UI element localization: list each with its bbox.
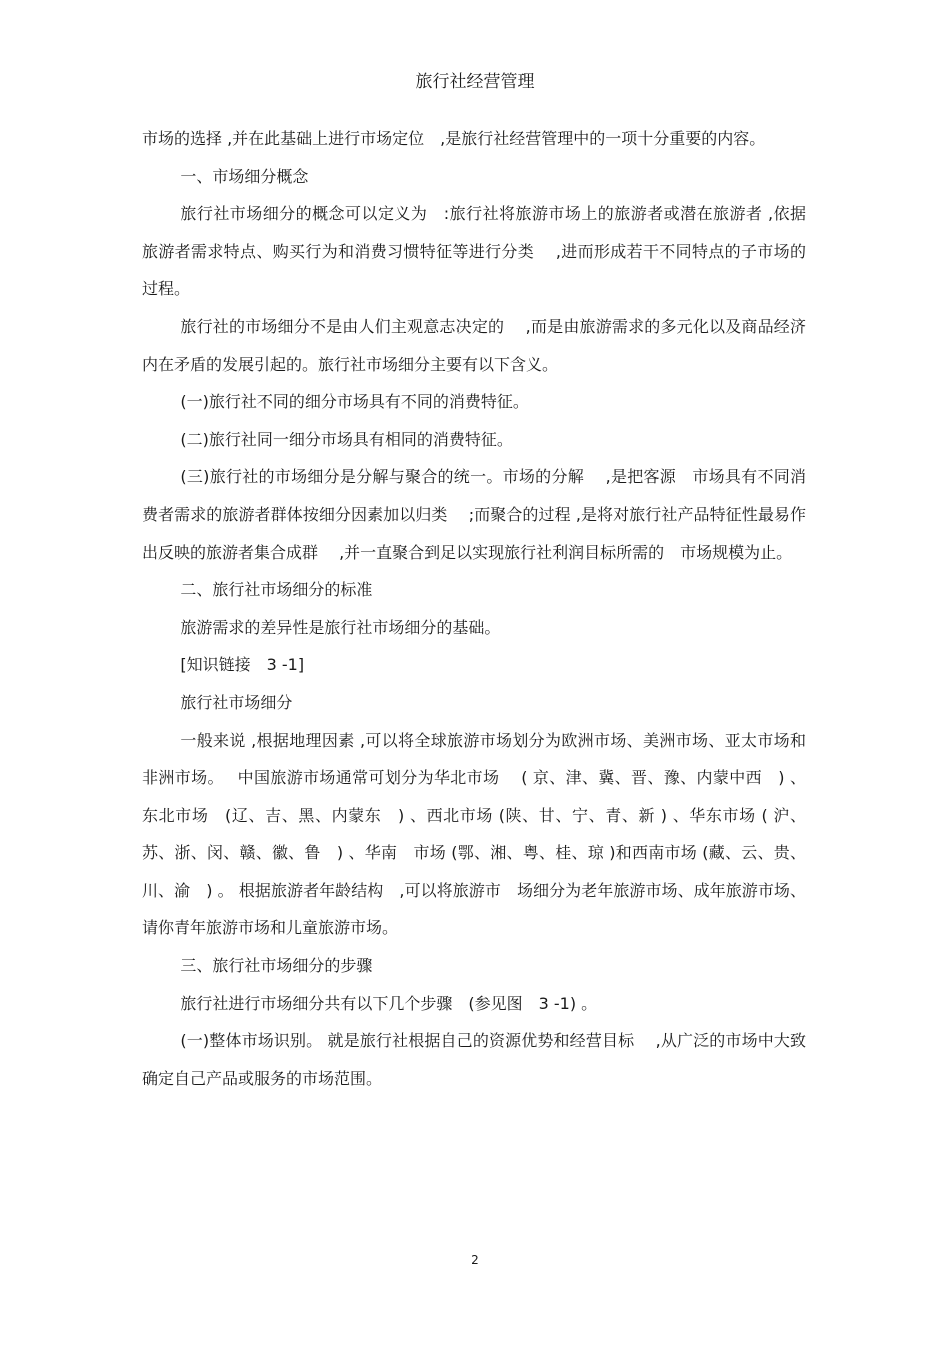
paragraph-steps: 旅行社进行市场细分共有以下几个步骤 (参见图 3 -1) 。	[180, 993, 598, 1013]
section-heading-3: 三、旅行社市场细分的步骤	[180, 956, 373, 976]
list-item-1: (一)旅行社不同的细分市场具有不同的消费特征。	[180, 392, 529, 412]
paragraph-continuation: 市场的选择 ,并在此基础上进行市场定位 ,是旅行社经营管理中的一项十分重要的内容。	[142, 129, 766, 148]
list-item-3: (三)旅行社的市场细分是分解与聚合的统一。市场的分解 ,是把客源 市场具有不同消费者需求的旅游者群体按细分因素加以归类 ;而聚合的过程 ,是将对旅行社产品特征性最易作出反映的旅游者集合成群 ,并一直聚合到足以实现旅行社利润目标所需的 市场规模为止。	[142, 467, 806, 562]
section-heading-2: 二、旅行社市场细分的标准	[180, 580, 373, 600]
document-body	[142, 120, 828, 1097]
step-item-1: (一)整体市场识别。 就是旅行社根据自己的资源优势和经营目标 ,从广泛的市场中大致确定自己产品或服务的市场范围。	[142, 1031, 806, 1088]
paragraph-definition: 旅行社市场细分的概念可以定义为 :旅行社将旅游市场上的旅游者或潜在旅游者 ,依据 旅游者需求特点、购买行为和消费习惯特征等进行分类 ,进而形成若干不同特点的子市场的 过程。	[142, 204, 828, 299]
paragraph-geography: 一般来说 ,根据地理因素 ,可以将全球旅游市场划分为欧洲市场、美洲市场、亚太市场和 非洲市场。 中国旅游市场通常可划分为华北市场 ( 京、津、冀、晋、豫、内蒙中西 ) 、东北市场 (辽、吉、黑、内蒙东 ) 、西北市场 (陕、甘、宁、青、新 ) 、华东市场 ( 沪、苏、浙、闵、赣、徽、鲁 ) 、华南 市场 (鄂、湘、粤、桂、琼 )和西南市场 (藏、云、贵、川、渝 ) 。 根据旅游者年龄结构 ,可以将旅游市 场细分为老年旅游市场、成年旅游市场、请你青年旅游市场和儿童旅游市场。	[142, 730, 823, 938]
list-item-2: (二)旅行社同一细分市场具有相同的消费特征。	[180, 429, 513, 449]
paragraph-meaning: 旅行社的市场细分不是由人们主观意志决定的 ,而是由旅游需求的多元化以及商品经济内在矛盾的发展引起的。旅行社市场细分主要有以下含义。	[142, 316, 806, 374]
page-number: 2	[471, 1253, 479, 1267]
knowledge-link-label: [知识链接 3 -1]	[180, 655, 305, 675]
knowledge-link-title: 旅行社市场细分	[180, 692, 293, 712]
page-header-title: 旅行社经营管理	[415, 72, 535, 92]
section-heading-1: 一、市场细分概念	[180, 166, 309, 186]
paragraph-basis: 旅游需求的差异性是旅行社市场细分的基础。	[180, 617, 501, 637]
